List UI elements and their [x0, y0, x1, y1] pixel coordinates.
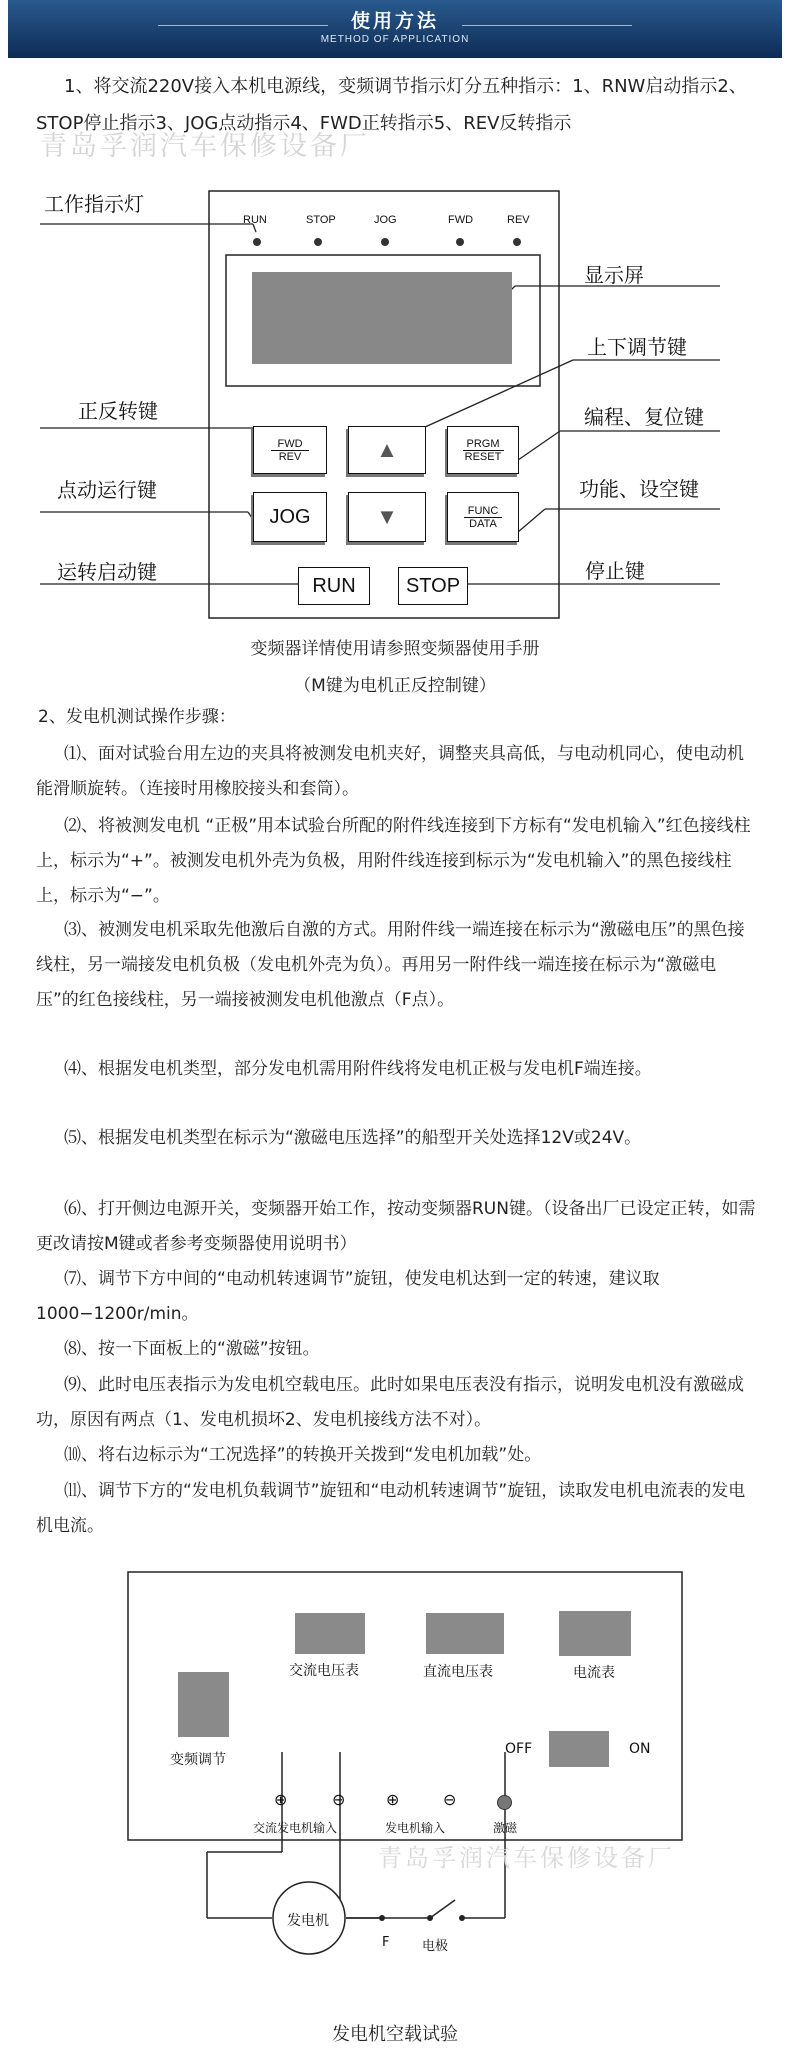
rev-key-label: REV	[278, 450, 302, 463]
indicator-rev-label: REV	[507, 214, 530, 226]
generator-input-label: 发电机输入	[385, 1821, 446, 1835]
indicator-run-label: RUN	[243, 214, 267, 226]
step-9: ⑼、此时电压表指示为发电机空载电压。此时如果电压表没有指示，说明发电机没有激磁成功，原因有两点（1、发电机损坏2、发电机接线方法不对）。	[36, 1375, 744, 1430]
electrode-label: 电极	[422, 1939, 449, 1954]
header-title: 使用方法	[350, 10, 439, 32]
label-work-light: 工作指示灯	[44, 192, 144, 216]
step-11: ⑾、调节下方的“发电机负载调节”旋钮和“电动机转速调节”旋钮，读取发电机电流表的发电机电流。	[36, 1481, 746, 1536]
panel-wiring	[0, 1540, 790, 1960]
run-key[interactable]	[298, 567, 370, 605]
indicator-jog-led	[381, 238, 389, 246]
steps-title: 2、发电机测试操作步骤：	[38, 707, 236, 727]
label-display: 显示屏	[584, 263, 644, 287]
run-key-label: RUN	[312, 574, 356, 597]
reset-key-label: RESET	[464, 450, 502, 463]
step-10: ⑽、将右边标示为“工况选择”的转换开关拨到“发电机加载”处。	[64, 1445, 542, 1465]
watermark-bottom: 青岛孚润汽车保修设备厂	[378, 1844, 675, 1872]
step-1: ⑴、面对试验台用左边的夹具将被测发电机夹好，调整夹具高低，与电动机同心，使电动机能滑顺旋转。（连接时用橡胶接头和套筒）。	[36, 744, 744, 799]
header-subtitle: METHOD OF APPLICATION	[320, 34, 470, 45]
dc-voltmeter	[426, 1613, 504, 1654]
jog-key-label: JOG	[269, 505, 311, 528]
label-fwd-rev-key: 正反转键	[78, 399, 158, 423]
intro-paragraph: 1、将交流220V接入本机电源线，变频调节指示灯分五种指示：1、RNW启动指示2、STOP停止指示3、JOG点动指示4、FWD正转指示5、REV反转指示	[36, 76, 747, 134]
step-6: ⑹、打开侧边电源开关，变频器开始工作，按动变频器RUN键。（设备出厂已设定正转，如需更改请按M键或者参考变频器使用说明书）	[36, 1199, 756, 1254]
switch-off-label: OFF	[505, 1741, 533, 1757]
jog-key[interactable]	[253, 492, 327, 542]
indicator-stop-led	[314, 238, 322, 246]
label-func-set-key: 功能、设空键	[579, 477, 699, 501]
stop-key-label: STOP	[405, 574, 461, 597]
ammeter-label: 电流表	[573, 1665, 615, 1681]
stop-key[interactable]	[398, 567, 468, 605]
label-jog-key: 点动运行键	[57, 478, 157, 502]
label-stop-key: 停止键	[585, 559, 645, 583]
step-2: ⑵、将被测发电机 “正极”用本试验台所配的附件线连接到下方标有“发电机输入”红色接线柱上，标示为“+”。被测发电机外壳为负极，用附件线连接到标示为“发电机输入”的黑色接线柱上，标示为“−”。	[36, 816, 751, 906]
down-arrow-icon: ▼	[376, 504, 398, 529]
indicator-run-led	[253, 238, 261, 246]
label-prog-reset-key: 编程、复位键	[584, 405, 704, 429]
generator-label: 发电机	[287, 1913, 329, 1929]
step-3: ⑶、被测发电机采取先他激后自激的方式。用附件线一端连接在标示为“激磁电压”的黑色接线柱，另一端接发电机负极（发电机外壳为负）。再用另一附件线一端连接在标示为“激磁电压”的红色接线柱，另一端接被测发电机他激点（F点）。	[36, 920, 745, 1010]
fwd-rev-key[interactable]	[253, 426, 327, 474]
indicator-rev-led	[513, 238, 521, 246]
electrode-switch	[430, 1900, 455, 1918]
up-arrow-icon: ▲	[376, 437, 398, 462]
indicator-jog-label: JOG	[374, 214, 397, 226]
step-5: ⑸、根据发电机类型在标示为“激磁电压选择”的船型开关处选择12V或24V。	[64, 1128, 642, 1148]
terminal-f-label: F	[382, 1935, 390, 1950]
label-run-key: 运转启动键	[57, 560, 157, 584]
mode-switch[interactable]	[549, 1731, 609, 1767]
gen-minus-terminal: ⊖	[443, 1790, 457, 1809]
step-4: ⑷、根据发电机类型，部分发电机需用附件线将发电机正极与发电机F端连接。	[64, 1059, 652, 1079]
prgm-reset-key[interactable]	[447, 426, 519, 474]
step-8: ⑻、按一下面板上的“激磁”按钮。	[64, 1339, 320, 1359]
switch-on-label: ON	[629, 1741, 651, 1757]
prgm-key-label: PRGM	[463, 438, 504, 451]
display-screen	[252, 272, 512, 364]
inverter-caption-note: （M键为电机正反控制键）	[294, 676, 496, 696]
up-key[interactable]	[348, 426, 426, 474]
inverter-adjust-label: 变频调节	[170, 1752, 226, 1768]
inverter-caption: 变频器详情使用请参照变频器使用手册	[250, 639, 540, 659]
step-7: ⑺、调节下方中间的“电动机转速调节”旋钮，使发电机达到一定的转速，建议取1000−1200r/min。	[36, 1269, 660, 1324]
ac-minus-terminal: ⊖	[332, 1790, 346, 1809]
ac-plus-terminal: ⊕	[274, 1790, 288, 1809]
inverter-knob-block	[178, 1672, 229, 1737]
watermark-top: 青岛孚润汽车保修设备厂	[40, 131, 370, 162]
down-key[interactable]	[348, 492, 426, 542]
label-updown-key: 上下调节键	[587, 335, 687, 359]
dc-voltmeter-label: 直流电压表	[423, 1664, 493, 1680]
indicator-stop-label: STOP	[306, 214, 336, 226]
excite-button[interactable]	[497, 1795, 512, 1810]
fwd-key-label: FWD	[271, 438, 308, 451]
gen-plus-terminal: ⊕	[386, 1790, 400, 1809]
data-key-label: DATA	[469, 517, 497, 530]
ammeter	[559, 1611, 631, 1656]
ac-voltmeter	[295, 1613, 365, 1654]
indicator-fwd-led	[456, 238, 464, 246]
ac-voltmeter-label: 交流电压表	[289, 1663, 359, 1679]
func-key-label: FUNC	[464, 505, 503, 518]
panel-caption: 发电机空载试验	[332, 2024, 458, 2045]
func-data-key[interactable]	[447, 492, 519, 542]
ac-generator-input-label: 交流发电机输入	[253, 1821, 338, 1835]
indicator-fwd-label: FWD	[448, 214, 474, 226]
excite-label: 激磁	[493, 1821, 518, 1835]
